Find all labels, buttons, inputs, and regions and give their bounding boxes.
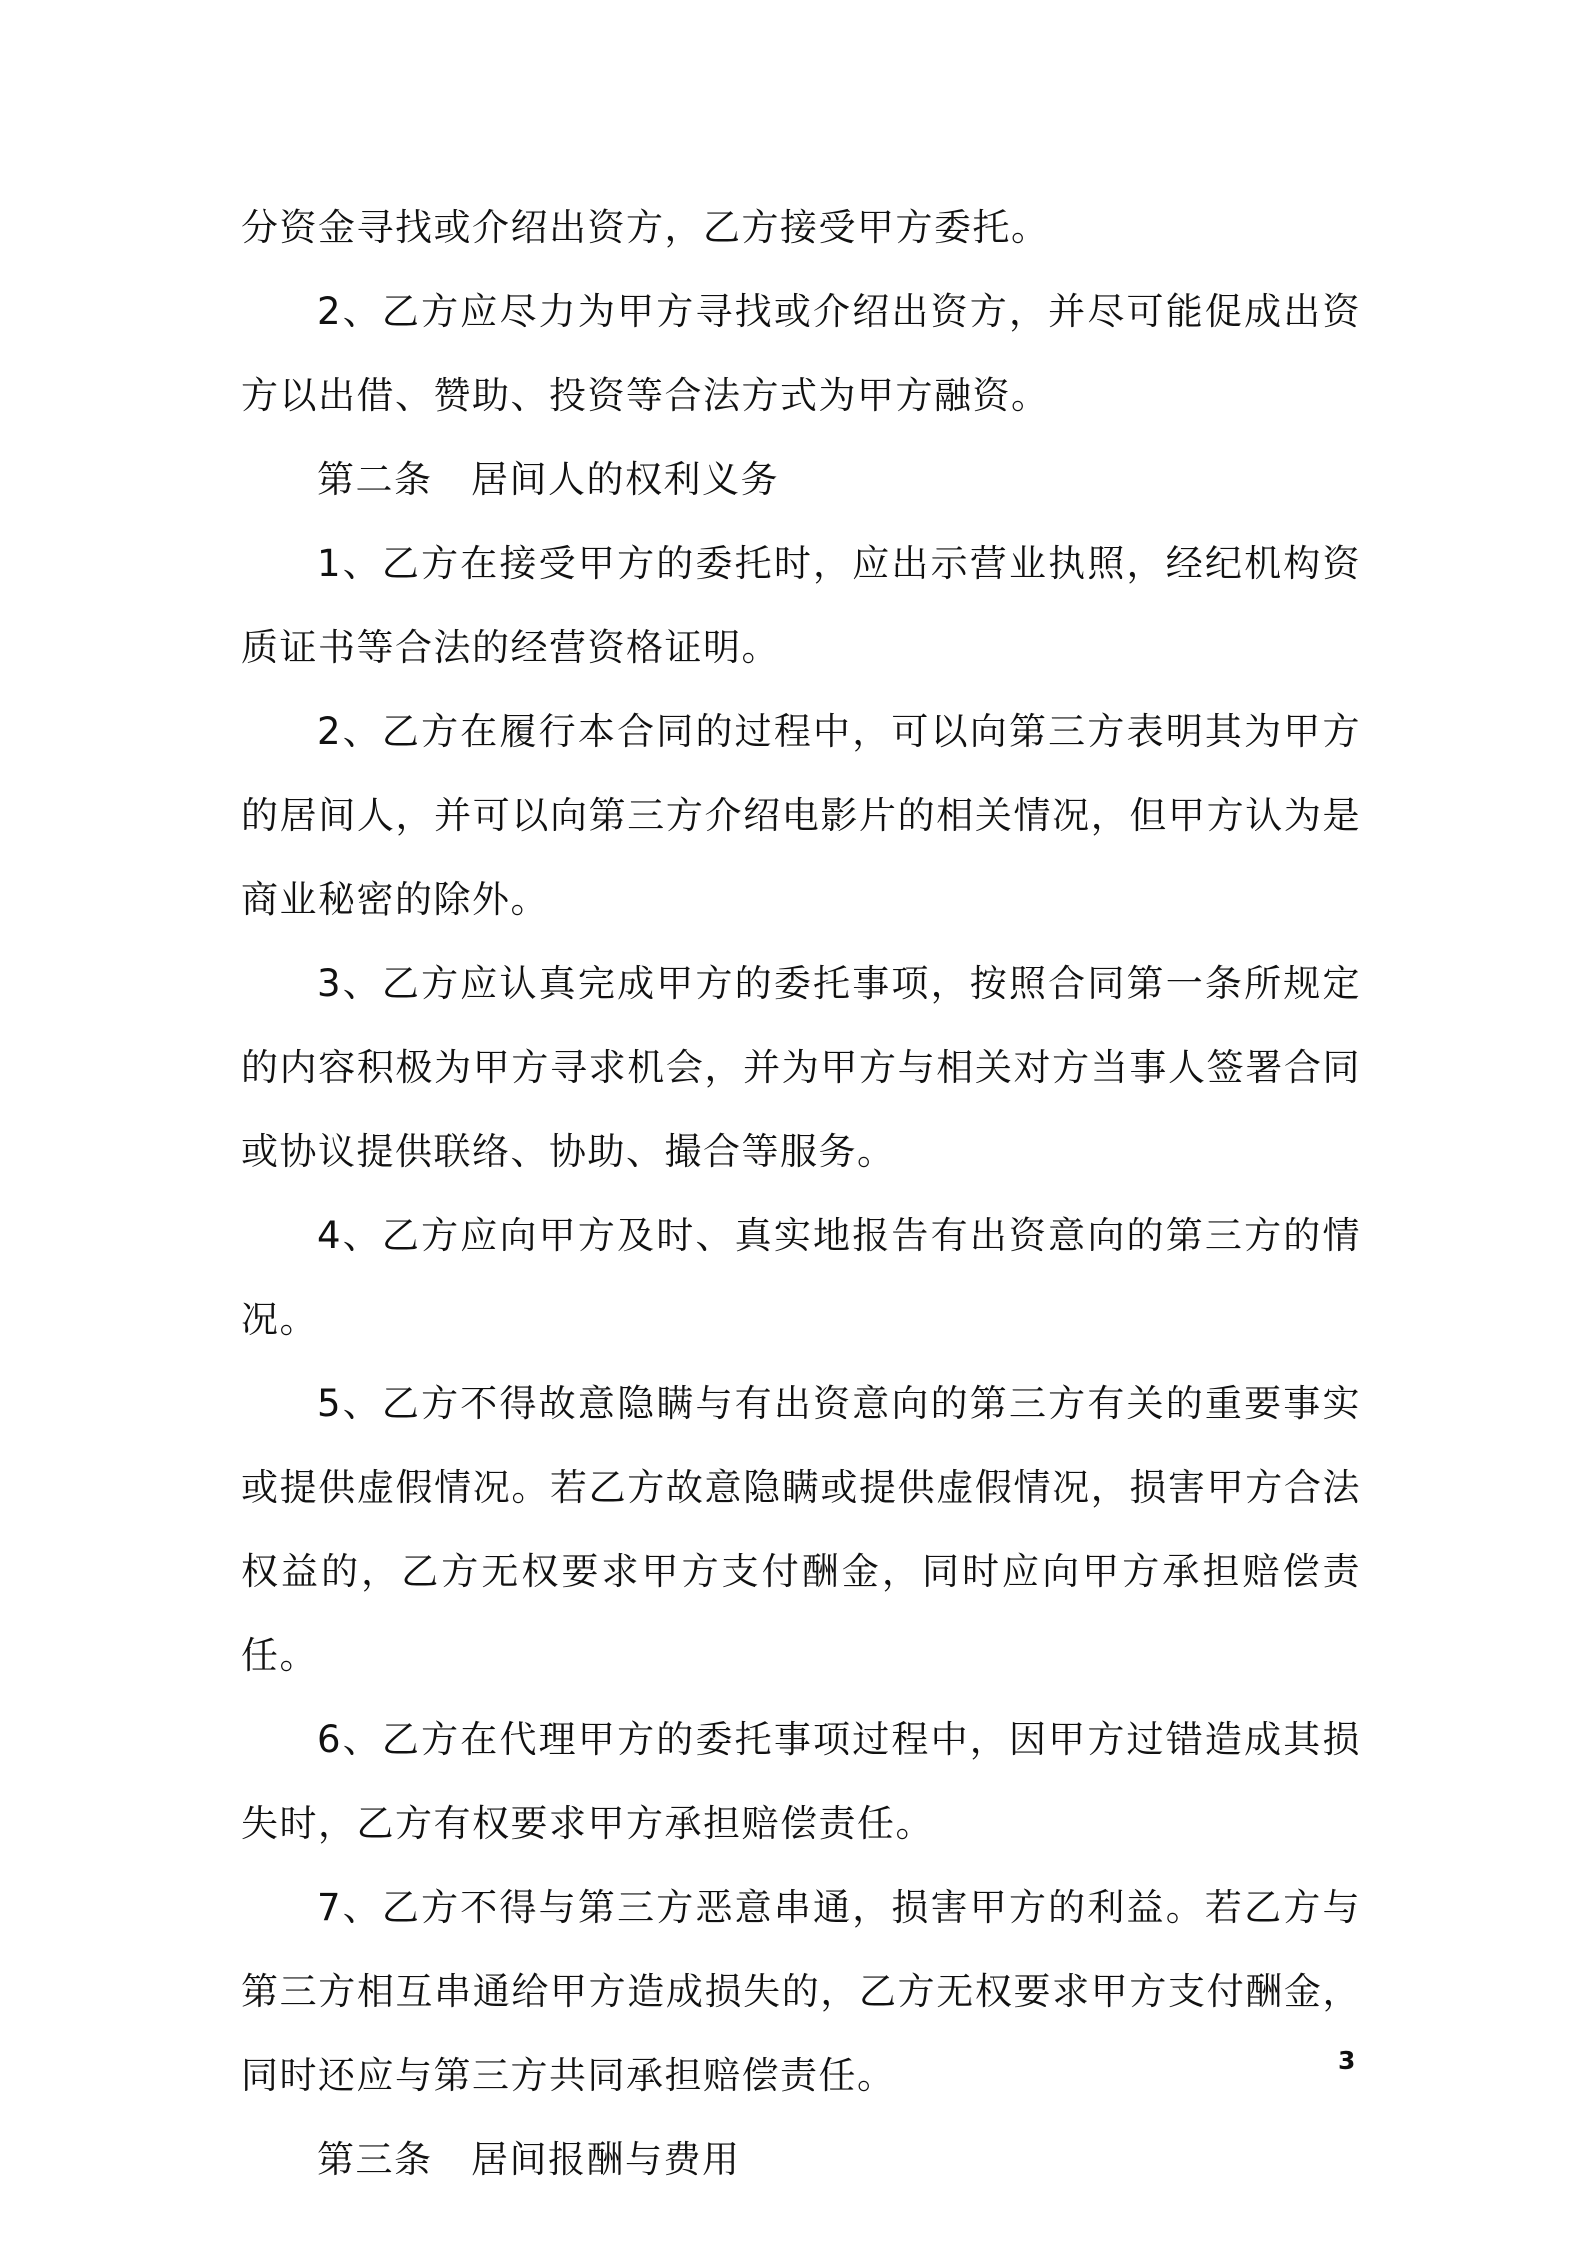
paragraph-article-2-item-1: 1、乙方在接受甲方的委托时，应出示营业执照，经纪机构资质证书等合法的经营资格证明。 bbox=[241, 542, 1361, 669]
paragraph-article-2-item-4: 4、乙方应向甲方及时、真实地报告有出资意向的第三方的情况。 bbox=[241, 1214, 1361, 1341]
document-body bbox=[241, 186, 1361, 2202]
paragraph-article-2-item-6: 6、乙方在代理甲方的委托事项过程中，因甲方过错造成其损失时，乙方有权要求甲方承担赔偿责任。 bbox=[241, 1718, 1361, 1845]
paragraph-article-2-item-7: 7、乙方不得与第三方恶意串通，损害甲方的利益。若乙方与第三方相互串通给甲方造成损失的，乙方无权要求甲方支付酬金，同时还应与第三方共同承担赔偿责任。 bbox=[241, 1886, 1361, 2097]
paragraph-article-2-item-3: 3、乙方应认真完成甲方的委托事项，按照合同第一条所规定的内容积极为甲方寻求机会，并为甲方与相关对方当事人签署合同或协议提供联络、协助、撮合等服务。 bbox=[241, 962, 1361, 1173]
section-heading-article-3: 第三条 居间报酬与费用 bbox=[317, 2138, 741, 2181]
page-number: 3 bbox=[1338, 2046, 1356, 2075]
paragraph-article-2-item-5: 5、乙方不得故意隐瞒与有出资意向的第三方有关的重要事实或提供虚假情况。若乙方故意隐瞒或提供虚假情况，损害甲方合法权益的，乙方无权要求甲方支付酬金，同时应向甲方承担赔偿责任。 bbox=[241, 1382, 1361, 1677]
paragraph-article-2-item-2: 2、乙方在履行本合同的过程中，可以向第三方表明其为甲方的居间人，并可以向第三方介绍电影片的相关情况，但甲方认为是商业秘密的除外。 bbox=[241, 710, 1361, 921]
paragraph-clause-1-item-2: 2、乙方应尽力为甲方寻找或介绍出资方，并尽可能促成出资方以出借、赞助、投资等合法方式为甲方融资。 bbox=[241, 290, 1361, 417]
paragraph-continuation: 分资金寻找或介绍出资方，乙方接受甲方委托。 bbox=[241, 206, 1050, 249]
section-heading-article-2: 第二条 居间人的权利义务 bbox=[317, 458, 779, 501]
